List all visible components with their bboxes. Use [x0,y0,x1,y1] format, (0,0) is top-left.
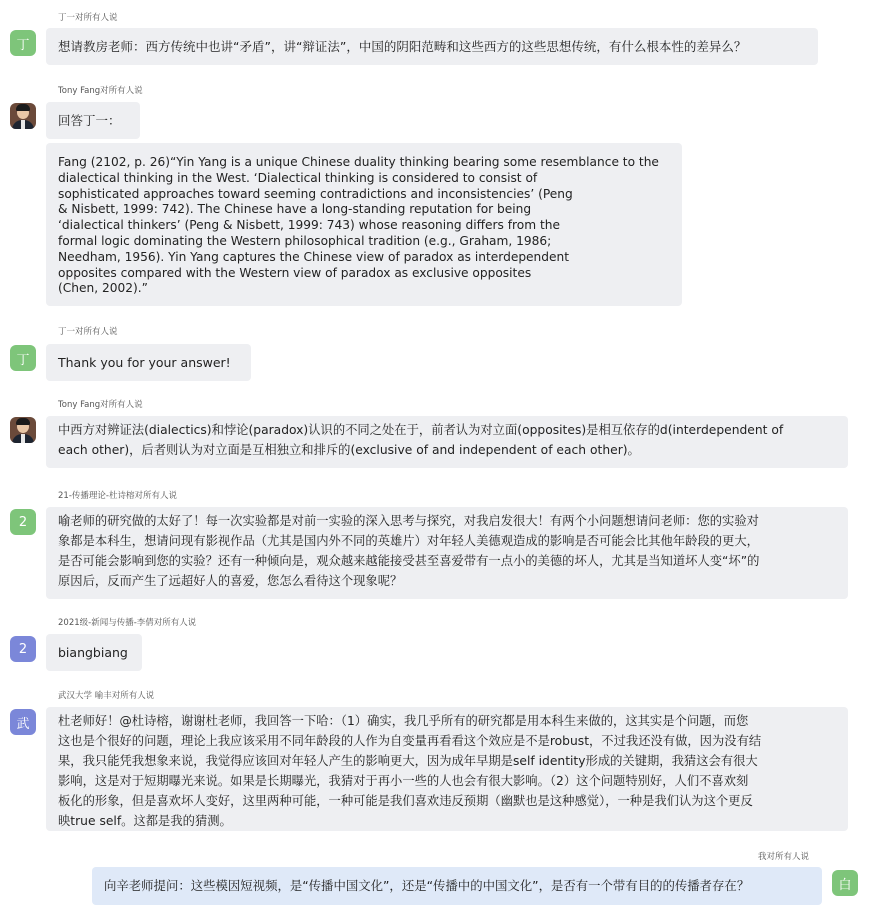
message-line: each other)，后者则认为对立面是互相独立和排斥的(exclusive of and independent of each other)。 [58,443,640,457]
message-text: 想请教房老师：西方传统中也讲“矛盾”，讲“辩证法”，中国的阴阳范畴和这些西方的这些思想传统，有什么根本性的差异么？ [58,38,747,54]
sender-label: Tony Fang对所有人说 [58,400,143,410]
avatar-initial: 丁 [16,37,30,53]
message-line: 板化的形象，但是喜欢坏人变好，这里两种可能，一种可能是我们喜欢违反预期（幽默也是这种感觉），一种是我们认为这个更反 [58,794,753,808]
message-line: 这也是个很好的问题，理论上我应该采用不同年龄段的人作为自变量再看看这个效应是不是robust，不过我还没有做，因为没有结 [58,734,762,748]
message-line: 影响，这是对于短期曝光来说。如果是长期曝光，我猜对于再小一些的人也会有很大影响。（2）这个问题特别好，人们不喜欢刻 [58,774,749,788]
sender-label: 丁一对所有人说 [58,327,118,337]
message-bubble[interactable] [46,634,142,671]
message-text: 向辛老师提问：这些模因短视频，是“传播中国文化”，还是“传播中的中国文化”，是否有一个带有目的的传播者存在？ [104,878,750,893]
sender-label: 丁一对所有人说 [58,13,118,23]
message-bubble[interactable] [46,143,682,306]
message-line: Needham, 1956). Yin Yang captures the Chinese view of paradox as interdependent [58,249,570,264]
sender-label: Tony Fang对所有人说 [58,86,143,96]
avatar-initial: 丁 [16,352,30,368]
message-text: 回答丁一： [58,112,121,128]
message-line: 中西方对辨证法(dialectics)和悖论(paradox)认识的不同之处在于，前者认为对立面(opposites)是相互依存的d(interdependent of [58,423,784,437]
avatar[interactable] [10,345,36,371]
sender-label: 21-传播理论-杜诗榕对所有人说 [58,491,177,501]
message-line: Fang (2102, p. 26)“Yin Yang is a unique Chinese duality thinking bearing some resemblance to the [58,155,659,169]
message-bubble[interactable] [46,416,848,468]
avatar[interactable] [10,636,36,662]
avatar[interactable] [10,30,36,56]
avatar-initial: 武 [16,716,30,732]
sender-label: 2021级-新闻与传播-李倩对所有人说 [58,618,197,628]
message-line: dialectical thinking in the West. ‘Dialectical thinking is considered to consist of [58,170,538,185]
message-line: opposites compared with the Western view of paradox as exclusive opposites [58,265,532,280]
message-line: sophisticated approaches toward seeming contradictions and inconsistencies’ (Peng [58,186,573,201]
avatar-initial: 2 [18,641,28,657]
message-line: 果，我只能凭我想象来说，我觉得应该回对年轻人产生的影响更大，因为成年早期是self identity形成的关键期，我猜这会有很大 [58,754,758,768]
avatar-photo-icon[interactable] [10,417,36,443]
message-line: (Chen, 2002).” [58,281,148,296]
message-bubble[interactable] [46,344,251,381]
sender-label: 武汉大学 喻丰对所有人说 [58,691,155,701]
avatar-initial: 2 [18,514,28,530]
message-bubble[interactable] [92,867,822,905]
avatar-photo-icon[interactable] [10,103,36,129]
message-line: 原因后，反而产生了远超好人的喜爱，您怎么看待这个现象呢？ [58,574,403,588]
avatar[interactable] [10,709,36,735]
avatar[interactable] [10,509,36,535]
message-bubble[interactable] [46,28,818,65]
message-line: 象都是本科生，想请问现有影视作品（尤其是国内外不同的英雄片）对年轻人美德观造成的影响是否可能会比其他年龄段的更大， [58,534,759,548]
avatar[interactable] [832,870,858,896]
message-line: 映true self。这都是我的猜测。 [58,814,232,828]
sender-label: 我对所有人说 [758,852,810,862]
message-line: formal logic dominating the Western philosophical tradition (e.g., Graham, 1986; [58,233,552,248]
message-bubble[interactable] [46,707,848,831]
message-line: & Nisbett, 1999: 742). The Chinese have a long-standing reputation for being [58,202,532,217]
message-text: Thank you for your answer! [58,354,231,370]
avatar-initial: 白 [838,877,852,893]
message-text: biangbiang [58,644,128,660]
message-line: 是否可能会影响到您的实验？还有一种倾向是，观众越来越能接受甚至喜爱带有一点小的美德的坏人，尤其是当知道坏人变“坏”的 [58,554,760,568]
message-bubble[interactable] [46,507,848,599]
message-line: 喻老师的研究做的太好了！每一次实验都是对前一实验的深入思考与探究，对我启发很大！有两个小问题想请问老师：您的实验对 [58,514,759,528]
message-line: ‘dialectical thinkers’ (Peng & Nisbett, 1999: 743) whose reasoning differs from the [58,218,560,233]
message-bubble[interactable] [46,102,140,139]
message-line: 杜老师好！@杜诗榕，谢谢杜老师，我回答一下哈：（1）确实，我几乎所有的研究都是用本科生来做的，这其实是个问题，而您 [58,714,749,728]
